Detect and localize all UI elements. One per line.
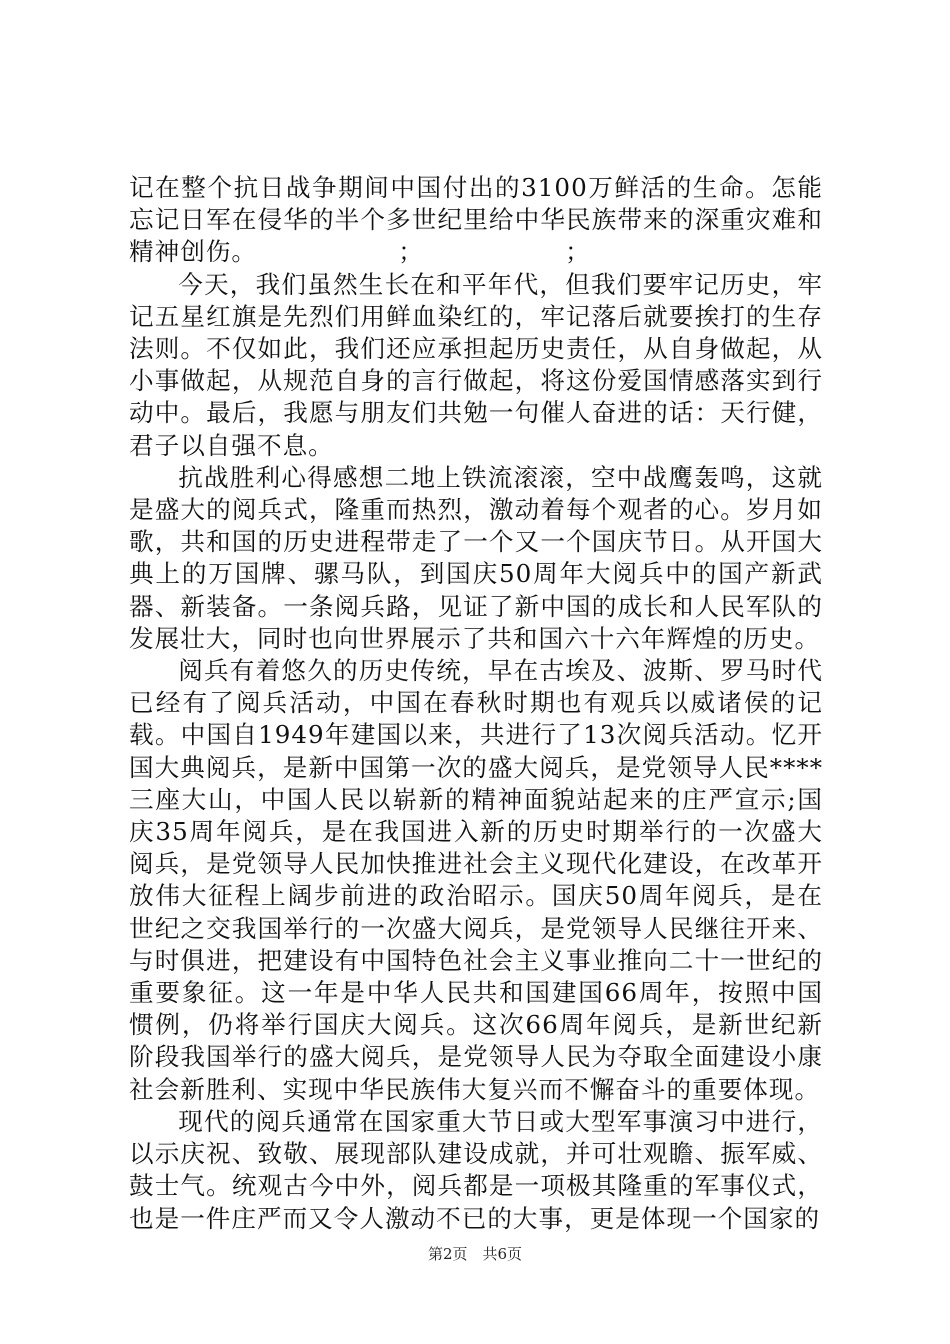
page-number-footer: 第2页 共6页 [427,1245,523,1263]
paragraph-5: 现代的阅兵通常在国家重大节日或大型军事演习中进行，以示庆祝、致敬、展现部队建设成就，并可壮观瞻、振军威、鼓士气。统观古今中外，阅兵都是一项极其隆重的军事仪式，也是一件庄严而又令人激动不已的大事，更是体现一个国家的 [129,1106,823,1233]
document-body [129,172,823,1235]
paragraph-3: 抗战胜利心得感想二地上铁流滚滚，空中战鹰轰鸣，这就是盛大的阅兵式，隆重而热烈，激动着每个观者的心。岁月如歌，共和国的历史进程带走了一个又一个国庆节日。从开国大典上的万国牌、骡马队，到国庆50周年大阅兵中的国产新武器、新装备。一条阅兵路，见证了新中国的成长和人民军队的发展壮大，同时也向世界展示了共和国六十六年辉煌的历史。 [129,462,823,653]
paragraph-2: 今天，我们虽然生长在和平年代，但我们要牢记历史，牢记五星红旗是先烈们用鲜血染红的，牢记落后就要挨打的生存法则。不仅如此，我们还应承担起历史责任，从自身做起，从小事做起，从规范自身的言行做起，将这份爱国情感落实到行动中。最后，我愿与朋友们共勉一句催人奋进的话：天行健，君子以自强不息。 [129,269,823,460]
paragraph-4: 阅兵有着悠久的历史传统，早在古埃及、波斯、罗马时代已经有了阅兵活动，中国在春秋时期也有观兵以威诸侯的记载。中国自1949年建国以来，共进行了13次阅兵活动。忆开国大典阅兵，是新中国第一次的盛大阅兵，是党领导人民****三座大山，中国人民以崭新的精神面貌站起来的庄严宣示;国庆35周年阅兵，是在我国进入新的历史时期举行的一次盛大阅兵，是党领导人民加快推进社会主义现代化建设，在改革开放伟大征程上阔步前进的政治昭示。国庆50周年阅兵，是在世纪之交我国举行的一次盛大阅兵，是党领导人民继往开来、与时俱进，把建设有中国特色社会主义事业推向二十一世纪的重要象征。这一年是中华人民共和国建国66周年，按照中国惯例，仍将举行国庆大阅兵。这次66周年阅兵，是新世纪新阶段我国举行的盛大阅兵，是党领导人民为夺取全面建设小康社会新胜利、实现中华民族伟大复兴而不懈奋斗的重要体现。 [129,656,823,1104]
paragraph-1: 记在整个抗日战争期间中国付出的3100万鲜活的生命。怎能忘记日军在侵华的半个多世纪里给中华民族带来的深重灾难和精神创伤。 ； ； [129,173,823,267]
